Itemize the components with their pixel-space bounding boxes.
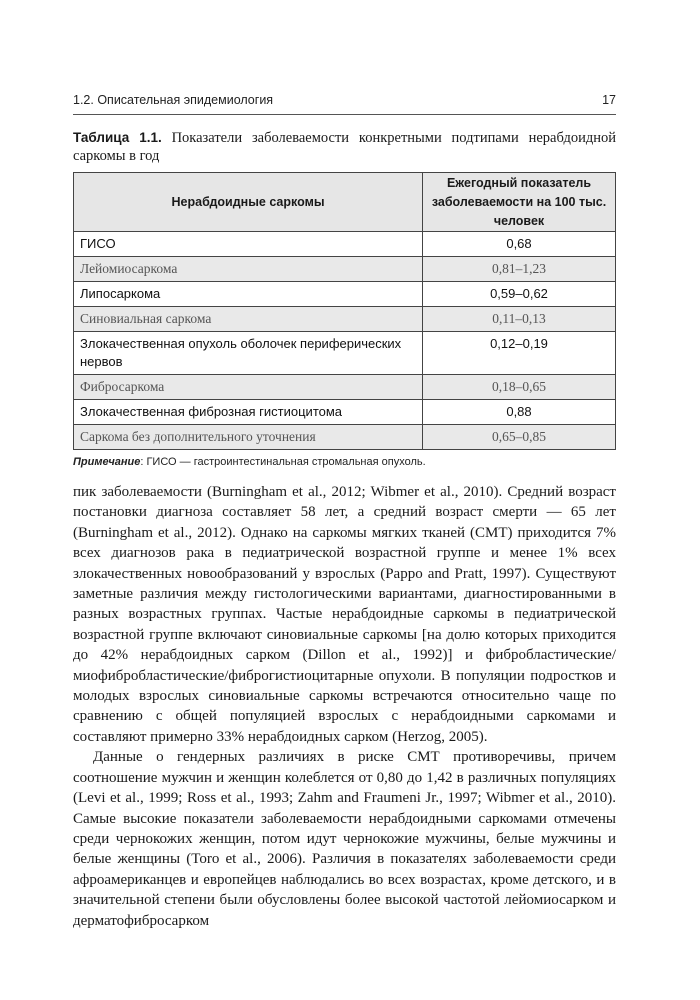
table-caption [73,129,616,165]
column-header-sarcomas: Нерабдоидные саркомы [74,173,423,232]
table-row [74,307,616,332]
cell-sarcoma-name: Фибросаркома [74,375,423,400]
body-paragraph: Данные о гендерных различиях в риске СМТ противоречивы, причем соотношение мужчин и женщин колеблется от 0,80 до 1,42 в различных популяциях (Levi et al., 1999; Ross et al., 1993; Zahm and Fraumeni Jr., 1997; Wibmer et al., 2010). Самые высокие показатели заболеваемости нерабдоидными саркомами отмечены среди чернокожих женщин, потом идут чернокожие мужчины, белые мужчины и белые женщины (Toro et al., 2006). Различия в показателях заболеваемости среди афроамериканцев и европейцев наблюдались во всех возрастах, кроме детского, и в значительной степени были обусловлены более высокой частотой лейомиосарком и дерматофибросарком [73,749,616,929]
cell-incidence-value: 0,88 [423,400,616,425]
cell-incidence-value: 0,11–0,13 [423,307,616,332]
incidence-table [73,172,616,450]
column-header-incidence: Ежегодный показатель заболеваемости на 100 тыс. человек [423,173,616,232]
cell-sarcoma-name: Лейомиосаркома [74,257,423,282]
cell-incidence-value: 0,18–0,65 [423,375,616,400]
cell-incidence-value: 0,12–0,19 [423,332,616,375]
table-row [74,425,616,450]
table-row [74,400,616,425]
table-note-text: : ГИСО — гастроинтестинальная стромальная опухоль. [140,456,426,468]
table-row [74,375,616,400]
table-header-row [74,173,616,232]
running-head [73,93,616,107]
table-note-label: Примечание [73,456,141,468]
table-row [74,232,616,257]
body-text [73,482,616,931]
table-caption-label: Таблица 1.1. [73,130,162,145]
table-row [74,282,616,307]
cell-incidence-value: 0,65–0,85 [423,425,616,450]
cell-incidence-value: 0,68 [423,232,616,257]
table-row [74,257,616,282]
header-rule [73,114,616,115]
section-title: 1.2. Описательная эпидемиология [73,93,274,107]
cell-incidence-value: 0,59–0,62 [423,282,616,307]
cell-sarcoma-name: Злокачественная опухоль оболочек периферических нервов [74,332,423,375]
cell-sarcoma-name: Липосаркома [74,282,423,307]
page-number: 17 [602,93,616,107]
cell-sarcoma-name: Злокачественная фиброзная гистиоцитома [74,400,423,425]
table-note [73,456,616,468]
table-caption-text: Показатели заболеваемости конкретными подтипами нерабдоидной саркомы в год [73,130,616,164]
cell-sarcoma-name: Синовиальная саркома [74,307,423,332]
body-paragraph: пик заболеваемости (Burningham et al., 2012; Wibmer et al., 2010). Средний возраст постановки диагноза составляет 58 лет, а средний возраст смерти — 65 лет (Burningham et al., 2012). Однако на саркомы мягких тканей (СМТ) приходится 7% всех диагнозов рака в педиатрической возрастной группе и менее 1% всех злокачественных новообразований у взрослых (Pappo and Pratt, 1997). Существуют заметные различия между гистологическими вариантами, диагностированными в разных возрастных группах. Частые нерабдоидные саркомы в педиатрической возрастной группе включают синовиальные саркомы [на долю которых приходится до 42% нерабдоидных сарком (Dillon et al., 1992)] и фибробластические/миофибробластические/фиброгистиоцитарные опухоли. В популяции подростков и молодых взрослых синовиальные саркомы встречаются относительно чаще по сравнению с общей популяцией взрослых с нерабдоидными саркомами и составляют примерно 33% нерабдоидных сарком (Herzog, 2005). [73,484,616,745]
cell-sarcoma-name: Саркома без дополнительного уточнения [74,425,423,450]
cell-incidence-value: 0,81–1,23 [423,257,616,282]
table-row [74,332,616,375]
cell-sarcoma-name: ГИСО [74,232,423,257]
